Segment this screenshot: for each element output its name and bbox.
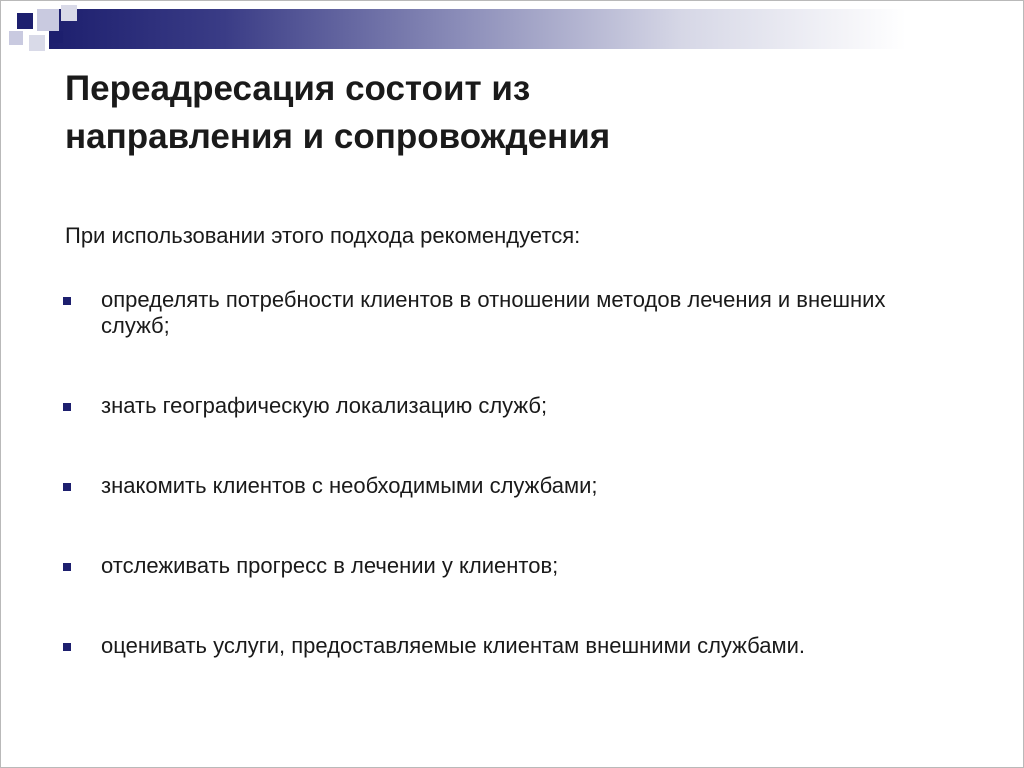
list-item <box>63 473 943 499</box>
decor-square <box>51 31 63 43</box>
decor-square <box>29 35 45 51</box>
list-item-text: знакомить клиентов с необходимыми службами; <box>101 473 598 498</box>
decor-square <box>9 31 23 45</box>
square-bullet-icon <box>63 563 71 571</box>
list-item-text: определять потребности клиентов в отношении методов лечения и внешних служб; <box>101 287 886 338</box>
list-item <box>63 633 943 659</box>
intro-text: При использовании этого подхода рекомендуется: <box>65 223 581 248</box>
title-line-2: направления и сопровождения <box>65 117 611 156</box>
list-item <box>63 393 943 419</box>
list-item-text: оценивать услуги, предоставляемые клиентам внешними службами. <box>101 633 805 658</box>
slide-title <box>65 65 965 161</box>
square-bullet-icon <box>63 297 71 305</box>
decor-square <box>37 9 59 31</box>
list-item <box>63 553 943 579</box>
list-item-text: знать географическую локализацию служб; <box>101 393 548 418</box>
list-item-text: отслеживать прогресс в лечении у клиентов; <box>101 553 559 578</box>
square-bullet-icon <box>63 403 71 411</box>
square-bullet-icon <box>63 483 71 491</box>
square-bullet-icon <box>63 643 71 651</box>
header-gradient-bar <box>49 9 1023 49</box>
bullet-list <box>63 287 943 659</box>
list-item <box>63 287 943 339</box>
decor-square <box>17 13 33 29</box>
decor-square <box>61 5 77 21</box>
title-line-1: Переадресация состоит из <box>65 69 531 108</box>
